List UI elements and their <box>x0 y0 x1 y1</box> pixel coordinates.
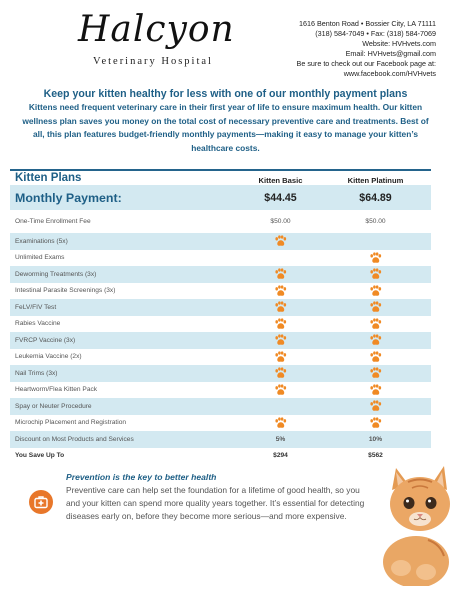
table-row <box>10 266 431 283</box>
contact-address: 1616 Benton Road • Bossier City, LA 71111 <box>298 19 436 28</box>
intro-paragraph: Kittens need frequent veterinary care in their first year of life to ensure maximum health. Our kitten wellness plan saves you money on the total cost of necessary preventive care and treatments. Best of all, this plan features budget-friendly monthly payments—making it easy to manage your kitten’s healthcare costs. <box>22 102 429 153</box>
contact-website: Website: HVHvets.com <box>362 39 436 49</box>
service-label-intestinal-parasite-screenings-3x: Intestinal Parasite Screenings (3x) <box>15 287 116 295</box>
service-label-unlimited-exams: Unlimited Exams <box>15 254 65 262</box>
discount-row <box>10 431 431 448</box>
you-save-label: You Save Up To <box>15 452 65 460</box>
table-row <box>10 250 431 267</box>
table-row <box>10 365 431 382</box>
cell-basic <box>241 233 320 250</box>
contact-block <box>297 19 436 80</box>
paw-print-icon <box>369 417 382 429</box>
paw-print-icon <box>274 367 287 379</box>
paw-print-icon <box>369 285 382 297</box>
table-row <box>10 316 431 333</box>
discount-basic: 5% <box>241 431 320 448</box>
enrollment-fee-label: One-Time Enrollment Fee <box>15 218 91 225</box>
table-title: Kitten Plans <box>10 170 241 185</box>
monthly-payment-platinum: $64.89 <box>320 185 431 210</box>
service-label-leukemia-vaccine-2x: Leukemia Vaccine (2x) <box>15 353 82 361</box>
cell-platinum <box>320 398 431 415</box>
enrollment-fee-platinum: $50.00 <box>365 218 386 225</box>
cell-platinum <box>320 332 431 349</box>
cell-basic <box>241 316 320 333</box>
service-label-nail-trims-3x: Nail Trims (3x) <box>10 365 241 382</box>
cell-platinum <box>320 299 431 316</box>
paw-print-icon <box>274 285 287 297</box>
cell-basic <box>241 365 320 382</box>
paw-print-icon <box>274 384 287 396</box>
cell-basic <box>241 299 320 316</box>
table-row <box>10 283 431 300</box>
table-row <box>10 233 431 250</box>
enrollment-fee-row <box>10 210 431 233</box>
plan-basic-header: Kitten Basic <box>241 170 320 185</box>
service-label-microchip-placement-and-registration: Microchip Placement and Registration <box>15 419 127 427</box>
service-label-fvrcp-vaccine-3x: FVRCP Vaccine (3x) <box>10 332 241 349</box>
cell-platinum <box>320 349 431 366</box>
medical-kit-icon <box>29 490 53 514</box>
plan-platinum-header: Kitten Platinum <box>320 170 431 185</box>
cell-platinum <box>320 266 431 283</box>
service-label-rabies-vaccine: Rabies Vaccine <box>15 320 61 328</box>
table-row <box>10 299 431 316</box>
paw-print-icon <box>369 367 382 379</box>
hospital-logo <box>78 9 235 67</box>
paw-print-icon <box>369 318 382 330</box>
service-label-spay-or-neuter-procedure: Spay or Neuter Procedure <box>10 398 241 415</box>
logo-subtitle: Veterinary Hospital <box>93 56 213 67</box>
service-label-deworming-treatments-3x: Deworming Treatments (3x) <box>10 266 241 283</box>
table-row <box>10 349 431 366</box>
cell-basic <box>241 250 320 267</box>
paw-print-icon <box>274 235 287 247</box>
cell-basic <box>241 398 320 415</box>
service-label-felv-fiv-test: FeLV/FIV Test <box>10 299 241 316</box>
discount-label: Discount on Most Products and Services <box>10 431 241 448</box>
table-row <box>10 382 431 399</box>
cell-basic <box>241 415 320 432</box>
service-label-examinations-5x: Examinations (5x) <box>10 233 241 250</box>
contact-email: Email: HVHvets@gmail.com <box>345 49 436 59</box>
you-save-platinum: $562 <box>368 452 383 460</box>
headline: Keep your kitten healthy for less with one of our monthly payment plans <box>43 88 408 100</box>
monthly-payment-label: Monthly Payment: <box>10 185 241 210</box>
logo-title: Halcyon <box>78 9 235 50</box>
cell-platinum <box>320 250 431 267</box>
cell-basic <box>241 332 320 349</box>
paw-print-icon <box>274 318 287 330</box>
prevention-title: Prevention is the key to better health <box>66 472 217 482</box>
paw-print-icon <box>274 351 287 363</box>
cell-platinum <box>320 415 431 432</box>
paw-print-icon <box>369 268 382 280</box>
prevention-body: Preventive care can help set the foundation for a lifetime of good health, so you and your kitten can spend more quality years together. It’s essential for detecting diseases early on, before they become more serious—and more expensive. <box>66 485 365 521</box>
paw-print-icon <box>274 301 287 313</box>
paw-print-icon <box>369 384 382 396</box>
paw-print-icon <box>274 334 287 346</box>
table-row <box>10 398 431 415</box>
cell-platinum <box>320 283 431 300</box>
paw-print-icon <box>369 252 382 264</box>
cell-basic <box>241 283 320 300</box>
monthly-payment-basic: $44.45 <box>241 185 320 210</box>
table-header-row <box>10 170 431 185</box>
contact-facebook-note: Be sure to check out our Facebook page at: <box>296 59 436 69</box>
paw-print-icon <box>369 351 382 363</box>
contact-facebook-url: www.facebook.com/HVHvets <box>343 69 436 79</box>
cell-platinum <box>320 382 431 399</box>
contact-phone-fax: (318) 584-7049 • Fax: (318) 584-7069 <box>315 29 436 39</box>
you-save-basic: $294 <box>273 452 288 460</box>
service-label-heartworm-flea-kitten-pack: Heartworm/Flea Kitten Pack <box>15 386 98 394</box>
discount-platinum: 10% <box>320 431 431 448</box>
kitten-photo <box>368 462 451 586</box>
cell-platinum <box>320 365 431 382</box>
paw-print-icon <box>369 301 382 313</box>
paw-print-icon <box>274 417 287 429</box>
table-row <box>10 415 431 432</box>
plans-table <box>10 169 431 464</box>
table-row <box>10 332 431 349</box>
cell-basic <box>241 382 320 399</box>
paw-print-icon <box>369 400 382 412</box>
enrollment-fee-basic: $50.00 <box>270 218 291 225</box>
cell-basic <box>241 266 320 283</box>
cell-basic <box>241 349 320 366</box>
monthly-payment-row <box>10 185 431 210</box>
paw-print-icon <box>274 268 287 280</box>
cell-platinum <box>320 316 431 333</box>
cell-platinum <box>320 233 431 250</box>
paw-print-icon <box>369 334 382 346</box>
